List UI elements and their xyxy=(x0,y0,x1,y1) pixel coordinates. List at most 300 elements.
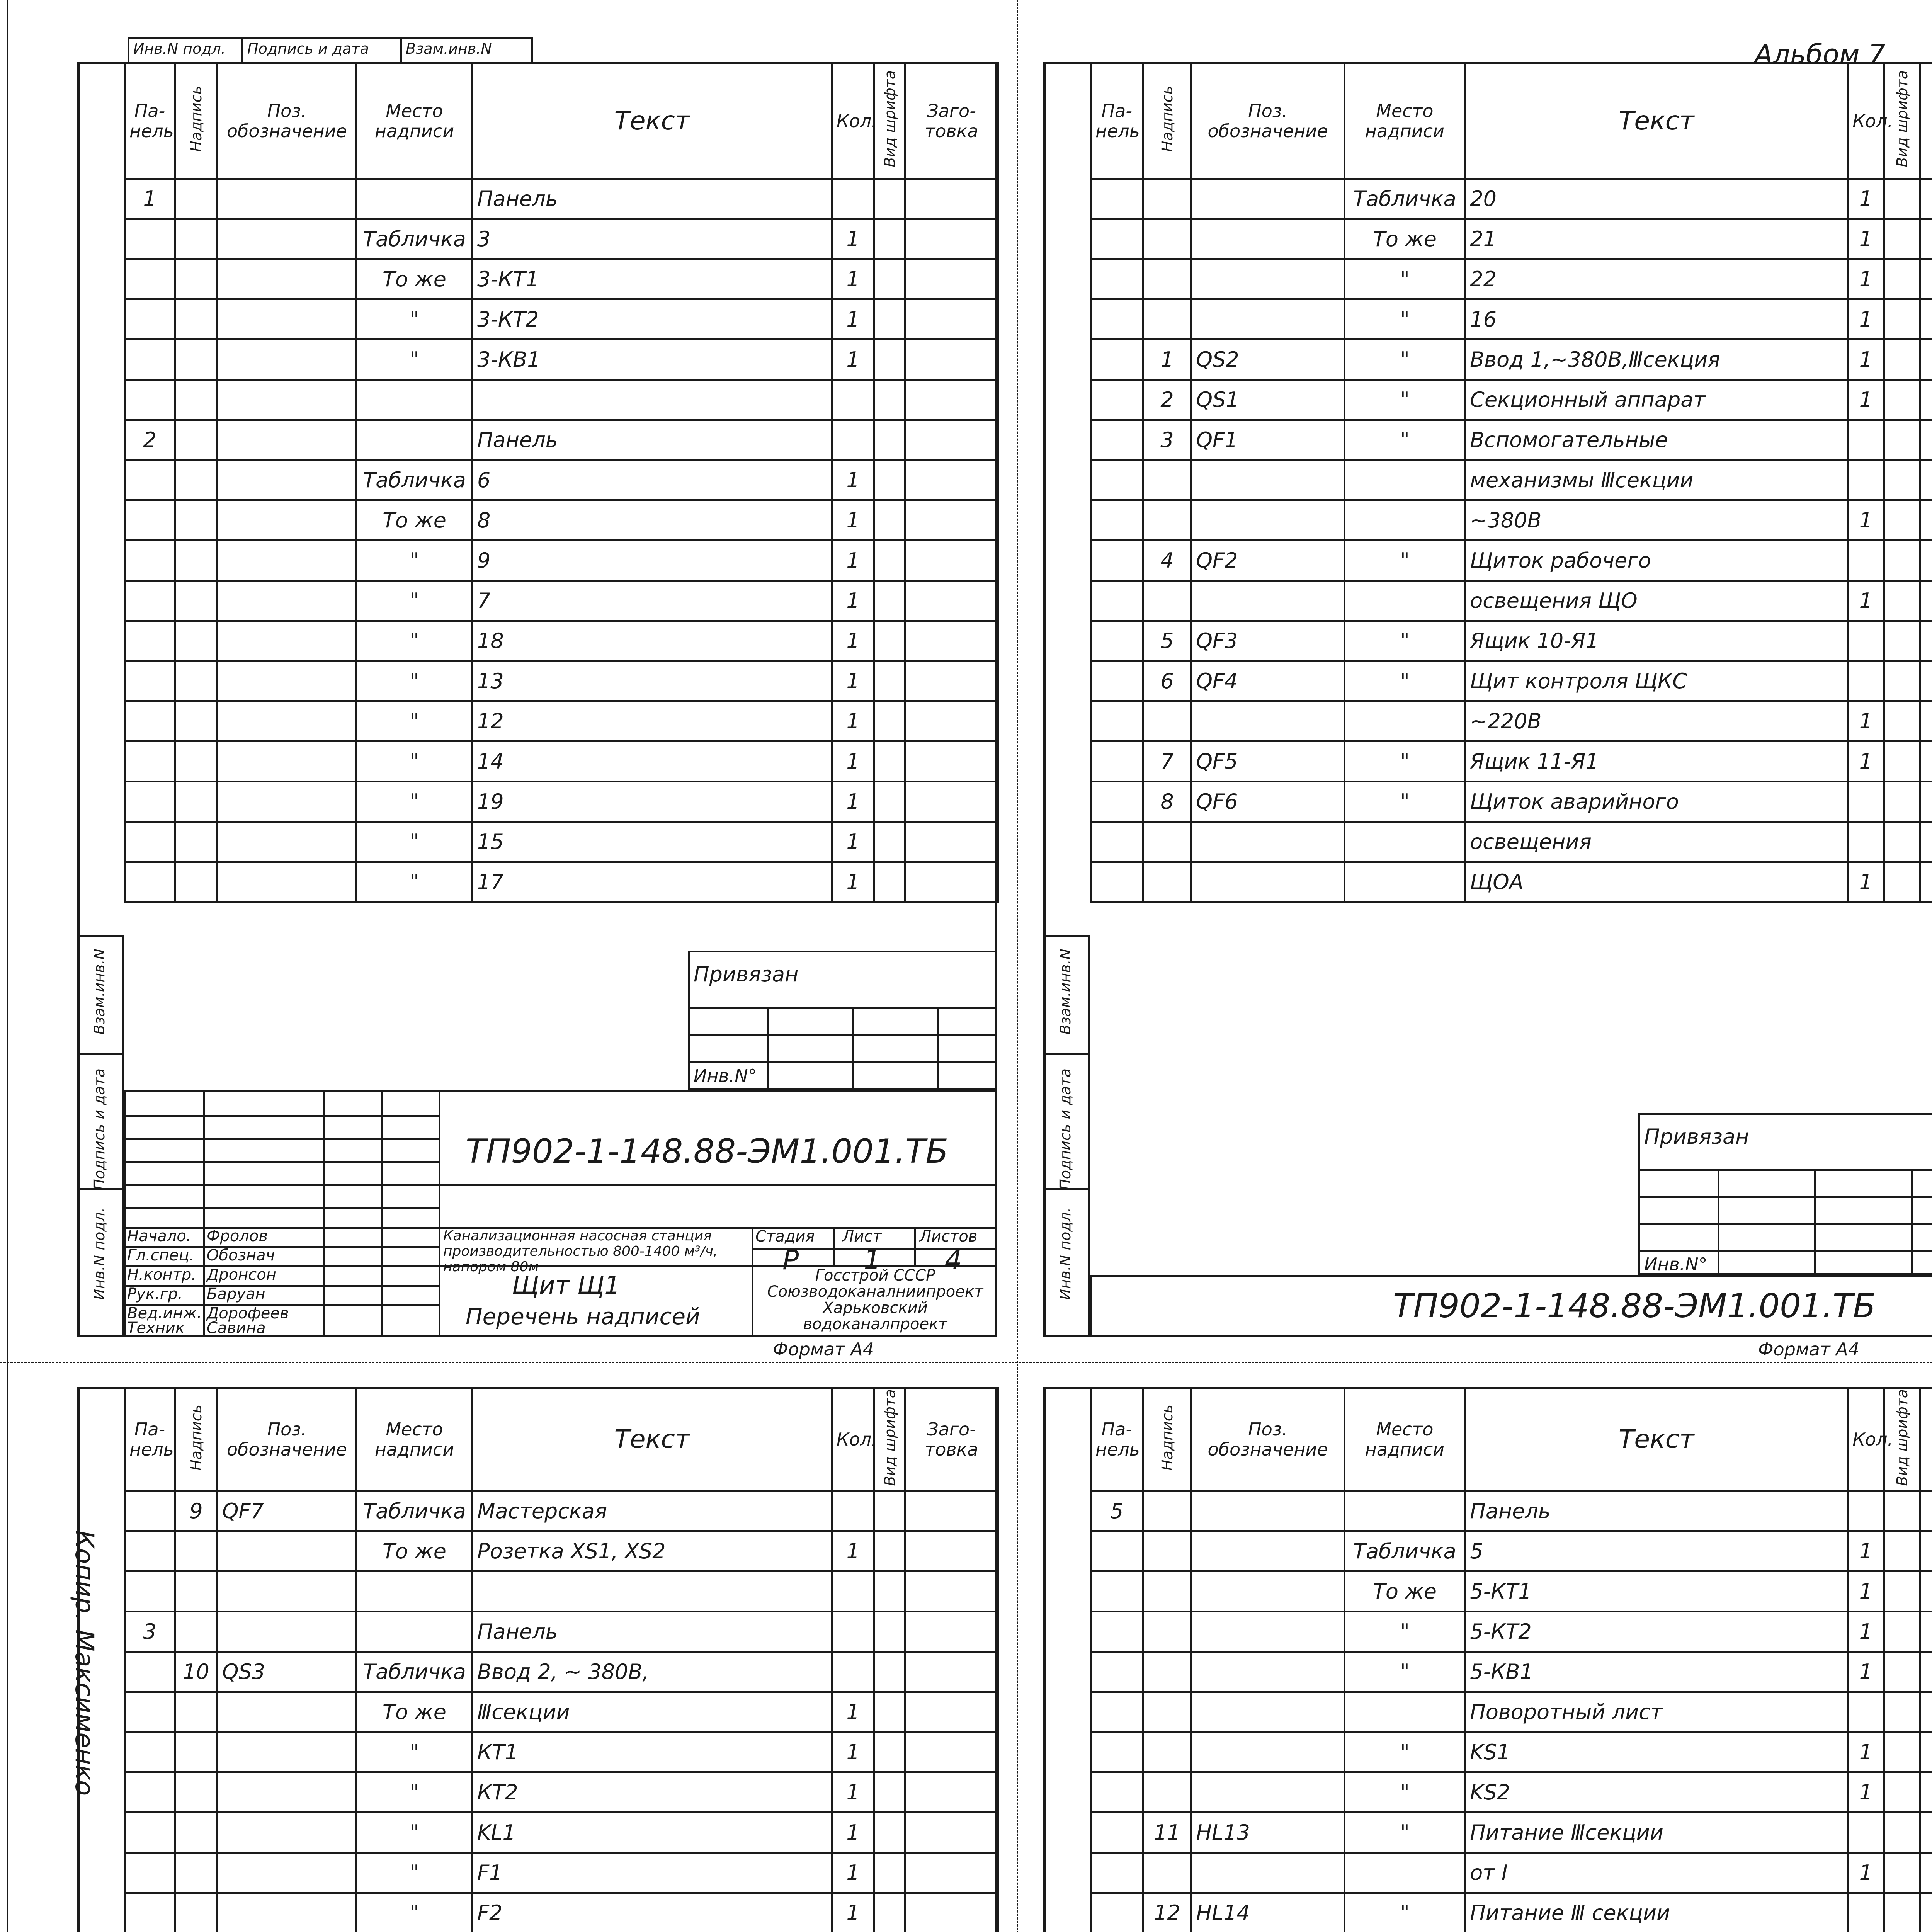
cell-pos: QS1 xyxy=(1191,380,1344,420)
cell-qty xyxy=(832,1611,874,1651)
signer-4-role: Рук.гр. xyxy=(127,1285,183,1303)
cell-text: Секционный аппарат xyxy=(1465,380,1848,420)
cell-place xyxy=(357,380,473,420)
cell-text: Ввод 1,~380В,Ⅲсекция xyxy=(1465,340,1848,380)
cell-num xyxy=(1143,460,1191,500)
cell-place xyxy=(357,420,473,460)
cell-num: 12 xyxy=(1143,1893,1191,1932)
cell-text: 16 xyxy=(1465,299,1848,340)
cell-place: " xyxy=(1344,380,1465,420)
cell-empty xyxy=(874,701,905,742)
cell-text: 21 xyxy=(1465,219,1848,259)
cell-empty xyxy=(905,1651,998,1692)
cell-pos xyxy=(218,500,357,541)
sheet-1-side-label-2: Подпись и дата xyxy=(91,1068,108,1190)
table-row xyxy=(125,380,998,420)
cell-text: Щиток аварийного xyxy=(1465,782,1848,822)
cell-panel xyxy=(125,219,175,259)
cell-pos xyxy=(218,742,357,782)
sheet-1-project-name: Канализационная насосная станция производительностью 800-1400 м³/ч, напором 80м xyxy=(443,1228,718,1275)
cell-qty: 1 xyxy=(832,1732,874,1772)
cell-empty xyxy=(905,822,998,862)
cell-empty xyxy=(1884,500,1920,541)
cell-text: Мастерская xyxy=(473,1491,832,1531)
cell-empty xyxy=(1920,621,1932,661)
cell-pos xyxy=(1191,219,1344,259)
cell-qty: 1 xyxy=(832,219,874,259)
col-panel: Па-нель xyxy=(125,1388,175,1491)
cell-place xyxy=(357,1571,473,1611)
cell-pos: QF7 xyxy=(218,1491,357,1531)
cell-pos xyxy=(218,460,357,500)
table-row xyxy=(1091,621,1932,661)
col-qty: Кол. xyxy=(832,63,874,179)
cell-pos xyxy=(218,1531,357,1571)
cell-panel xyxy=(125,782,175,822)
cell-place: Табличка xyxy=(1344,1531,1465,1571)
cell-panel xyxy=(1091,1531,1143,1571)
sheet-3-spec-table xyxy=(124,1387,999,1932)
cell-place xyxy=(1344,460,1465,500)
cell-pos: QF1 xyxy=(1191,420,1344,460)
cell-qty: 1 xyxy=(832,1692,874,1732)
cell-num: 8 xyxy=(1143,782,1191,822)
cell-empty xyxy=(905,1531,998,1571)
cell-num xyxy=(175,661,218,701)
cell-panel xyxy=(125,340,175,380)
cell-text: 3-КТ2 xyxy=(473,299,832,340)
cell-pos xyxy=(1191,862,1344,902)
cell-num xyxy=(175,742,218,782)
fold-line-vertical xyxy=(1017,0,1018,1932)
cell-num xyxy=(175,1812,218,1852)
cell-empty xyxy=(905,701,998,742)
cell-pos xyxy=(1191,1692,1344,1732)
cell-empty xyxy=(1884,420,1920,460)
cell-place: " xyxy=(1344,1772,1465,1812)
cell-panel xyxy=(125,701,175,742)
cell-qty: 1 xyxy=(1848,299,1884,340)
cell-num: 5 xyxy=(1143,621,1191,661)
cell-empty xyxy=(1920,1571,1932,1611)
cell-text: 14 xyxy=(473,742,832,782)
signer-6-role: Техник xyxy=(127,1319,185,1337)
cell-place: " xyxy=(357,1732,473,1772)
sheet-1-spec-table xyxy=(124,62,999,903)
cell-pos xyxy=(1191,259,1344,299)
cell-empty xyxy=(1884,1491,1920,1531)
cell-place: " xyxy=(357,701,473,742)
cell-num: 7 xyxy=(1143,742,1191,782)
cell-empty xyxy=(1920,541,1932,581)
cell-qty xyxy=(832,420,874,460)
cell-qty xyxy=(1848,541,1884,581)
cell-num xyxy=(1143,1571,1191,1611)
cell-qty xyxy=(832,1571,874,1611)
cell-qty: 1 xyxy=(832,742,874,782)
cell-place: " xyxy=(357,541,473,581)
cell-panel xyxy=(1091,862,1143,902)
cell-pos xyxy=(1191,1611,1344,1651)
cell-panel xyxy=(125,460,175,500)
cell-panel xyxy=(1091,1772,1143,1812)
cell-empty xyxy=(1920,460,1932,500)
cell-empty xyxy=(905,380,998,420)
cell-text: механизмы Ⅲсекции xyxy=(1465,460,1848,500)
col-label: Надпись xyxy=(187,86,205,152)
col-pos: Поз. обозначение xyxy=(1191,1388,1344,1491)
cell-num xyxy=(1143,1852,1191,1893)
cell-num xyxy=(175,782,218,822)
cell-empty xyxy=(874,1772,905,1812)
cell-empty xyxy=(1920,1531,1932,1571)
cell-num xyxy=(175,1611,218,1651)
cell-empty xyxy=(905,581,998,621)
cell-text xyxy=(473,1571,832,1611)
cell-text: 20 xyxy=(1465,179,1848,219)
cell-empty xyxy=(874,862,905,902)
cell-pos xyxy=(218,420,357,460)
signer-5-role: Вед.инж. xyxy=(127,1304,202,1322)
cell-empty xyxy=(905,1772,998,1812)
cell-empty xyxy=(905,541,998,581)
sheet-1-side-label-1: Инв.N подл. xyxy=(91,1208,108,1300)
cell-pos: QF4 xyxy=(1191,661,1344,701)
cell-place: " xyxy=(1344,340,1465,380)
cell-empty xyxy=(1884,380,1920,420)
cell-pos xyxy=(218,541,357,581)
table-row xyxy=(1091,862,1932,902)
table-row xyxy=(125,1772,998,1812)
cell-qty: 1 xyxy=(832,1772,874,1812)
table-row xyxy=(1091,661,1932,701)
cell-text: Поворотный лист xyxy=(1465,1692,1848,1732)
col-place: Место надписи xyxy=(357,1388,473,1491)
table-row xyxy=(125,621,998,661)
stage-label: Стадия xyxy=(755,1228,815,1245)
cell-empty xyxy=(1920,1732,1932,1772)
cell-qty: 1 xyxy=(832,259,874,299)
col-font: Вид шрифта xyxy=(881,1389,898,1486)
sheet-4-spec-table xyxy=(1090,1387,1932,1932)
cell-empty xyxy=(1920,420,1932,460)
table-row xyxy=(125,179,998,219)
cell-qty xyxy=(832,1491,874,1531)
top-header-cell-2: Подпись и дата xyxy=(247,40,369,57)
cell-empty xyxy=(874,621,905,661)
cell-empty xyxy=(905,299,998,340)
cell-empty xyxy=(905,862,998,902)
cell-text: Ящик 11-Я1 xyxy=(1465,742,1848,782)
cell-num xyxy=(1143,1692,1191,1732)
cell-num xyxy=(1143,299,1191,340)
cell-qty: 1 xyxy=(832,782,874,822)
cell-empty xyxy=(1920,1772,1932,1812)
cell-empty xyxy=(874,782,905,822)
cell-pos xyxy=(1191,701,1344,742)
signer-2-name: Обознач xyxy=(207,1247,275,1264)
cell-num: 4 xyxy=(1143,541,1191,581)
cell-panel xyxy=(125,1491,175,1531)
cell-qty xyxy=(1848,1812,1884,1852)
cell-empty xyxy=(905,340,998,380)
cell-num xyxy=(175,380,218,420)
cell-empty xyxy=(1920,701,1932,742)
cell-num xyxy=(175,1772,218,1812)
table-row xyxy=(125,500,998,541)
cell-num xyxy=(175,420,218,460)
cell-panel xyxy=(1091,661,1143,701)
table-row xyxy=(125,420,998,460)
cell-empty xyxy=(874,259,905,299)
cell-pos xyxy=(218,822,357,862)
cell-num xyxy=(175,179,218,219)
cell-text: Панель xyxy=(1465,1491,1848,1531)
cell-empty xyxy=(874,1692,905,1732)
cell-text: Питание Ⅲ секции xyxy=(1465,1893,1848,1932)
cell-place: " xyxy=(357,1772,473,1812)
cell-num xyxy=(175,822,218,862)
cell-qty: 1 xyxy=(832,1893,874,1932)
cell-empty xyxy=(905,420,998,460)
cell-empty xyxy=(905,1611,998,1651)
cell-num: 2 xyxy=(1143,380,1191,420)
cell-empty xyxy=(1920,581,1932,621)
cell-empty xyxy=(874,380,905,420)
sheet-2-format: Формат А4 xyxy=(1758,1339,1859,1360)
cell-place xyxy=(1344,701,1465,742)
sheet-1-subtitle: Перечень надписей xyxy=(466,1303,700,1330)
sheets-total-value: 4 xyxy=(945,1244,962,1276)
table-row xyxy=(1091,460,1932,500)
cell-text: Панель xyxy=(473,179,832,219)
cell-place xyxy=(1344,581,1465,621)
cell-pos xyxy=(218,661,357,701)
cell-pos xyxy=(1191,822,1344,862)
cell-text: 8 xyxy=(473,500,832,541)
sheet-1-title: Щит Щ1 xyxy=(512,1271,620,1300)
cell-place: " xyxy=(357,1812,473,1852)
cell-panel xyxy=(125,500,175,541)
table-row xyxy=(1091,1893,1932,1932)
signer-3-name: Дронсон xyxy=(207,1266,276,1284)
cell-text: Вспомогательные xyxy=(1465,420,1848,460)
cell-num: 9 xyxy=(175,1491,218,1531)
cell-qty: 1 xyxy=(1848,259,1884,299)
cell-empty xyxy=(1884,179,1920,219)
cell-empty xyxy=(1920,340,1932,380)
cell-text: 17 xyxy=(473,862,832,902)
cell-empty xyxy=(874,1651,905,1692)
cell-empty xyxy=(1920,661,1932,701)
sheet-1-privyazan: Привязан xyxy=(694,962,799,986)
cell-qty: 1 xyxy=(1848,179,1884,219)
sheet-2-privyazan: Привязан xyxy=(1644,1124,1749,1149)
cell-num xyxy=(175,299,218,340)
cell-empty xyxy=(1884,701,1920,742)
table-row xyxy=(1091,179,1932,219)
cell-empty xyxy=(905,1732,998,1772)
cell-empty xyxy=(1920,1893,1932,1932)
cell-qty: 1 xyxy=(1848,1611,1884,1651)
cell-panel xyxy=(1091,460,1143,500)
cell-empty xyxy=(1920,500,1932,541)
cell-panel: 3 xyxy=(125,1611,175,1651)
table-row xyxy=(125,1732,998,1772)
cell-panel xyxy=(125,1893,175,1932)
col-place: Место надписи xyxy=(357,63,473,179)
cell-pos xyxy=(218,259,357,299)
cell-qty: 1 xyxy=(832,581,874,621)
cell-pos xyxy=(218,179,357,219)
cell-pos xyxy=(1191,1491,1344,1531)
cell-panel xyxy=(1091,259,1143,299)
cell-num xyxy=(1143,701,1191,742)
table-row xyxy=(1091,541,1932,581)
cell-pos xyxy=(218,380,357,420)
sheet-2-side-label-2: Подпись и дата xyxy=(1057,1068,1074,1190)
cell-place: Табличка xyxy=(1344,179,1465,219)
cell-empty xyxy=(1884,742,1920,782)
table-row xyxy=(125,340,998,380)
table-row xyxy=(125,1852,998,1893)
cell-text: Ящик 10-Я1 xyxy=(1465,621,1848,661)
cell-empty xyxy=(1920,299,1932,340)
cell-qty: 1 xyxy=(832,541,874,581)
table-row xyxy=(125,822,998,862)
cell-pos: QF2 xyxy=(1191,541,1344,581)
cell-pos xyxy=(218,219,357,259)
cell-text: 13 xyxy=(473,661,832,701)
col-font: Вид шрифта xyxy=(1893,70,1911,167)
cell-text: KS1 xyxy=(1465,1732,1848,1772)
cell-num xyxy=(175,460,218,500)
cell-place: " xyxy=(1344,1611,1465,1651)
cell-qty: 1 xyxy=(1848,862,1884,902)
cell-place: " xyxy=(1344,661,1465,701)
cell-qty xyxy=(1848,661,1884,701)
cell-panel xyxy=(1091,1732,1143,1772)
cell-num xyxy=(1143,219,1191,259)
table-row xyxy=(125,1692,998,1732)
table-row xyxy=(1091,1732,1932,1772)
sheet-1-side-label-3: Взам.инв.N xyxy=(91,949,108,1035)
cell-empty xyxy=(1884,1531,1920,1571)
cell-num xyxy=(1143,1651,1191,1692)
cell-empty xyxy=(1884,822,1920,862)
cell-pos xyxy=(1191,179,1344,219)
cell-place: " xyxy=(1344,299,1465,340)
cell-qty: 1 xyxy=(1848,1571,1884,1611)
cell-empty xyxy=(905,1491,998,1531)
cell-place: " xyxy=(1344,259,1465,299)
cell-place: То же xyxy=(357,259,473,299)
cell-qty xyxy=(1848,420,1884,460)
cell-empty xyxy=(1884,1812,1920,1852)
cell-empty xyxy=(1884,1692,1920,1732)
cell-empty xyxy=(1884,259,1920,299)
cell-panel xyxy=(125,862,175,902)
sheet-value: 1 xyxy=(864,1244,881,1276)
table-row xyxy=(1091,1772,1932,1812)
cell-empty xyxy=(874,541,905,581)
table-row xyxy=(1091,500,1932,541)
cell-pos xyxy=(1191,460,1344,500)
cell-qty: 1 xyxy=(832,822,874,862)
cell-pos xyxy=(1191,581,1344,621)
cell-text: 12 xyxy=(473,701,832,742)
cell-place: " xyxy=(357,340,473,380)
cell-empty xyxy=(1884,299,1920,340)
cell-empty xyxy=(905,621,998,661)
cell-empty xyxy=(905,500,998,541)
cell-panel xyxy=(125,1531,175,1571)
cell-num: 1 xyxy=(1143,340,1191,380)
table-row xyxy=(125,1491,998,1531)
table-row xyxy=(1091,701,1932,742)
cell-num xyxy=(1143,1491,1191,1531)
col-blank: Заго-товка xyxy=(905,63,998,179)
margin-line-left xyxy=(7,0,8,1932)
cell-place: " xyxy=(357,782,473,822)
cell-qty: 1 xyxy=(1848,500,1884,541)
signer-2-role: Гл.спец. xyxy=(127,1247,194,1264)
table-row xyxy=(125,259,998,299)
top-header-cell-1: Инв.N подл. xyxy=(133,40,226,57)
cell-panel xyxy=(1091,420,1143,460)
cell-empty xyxy=(1884,541,1920,581)
album-label: Альбом 7 xyxy=(1754,39,1886,70)
cell-num: 10 xyxy=(175,1651,218,1692)
table-row xyxy=(1091,1692,1932,1732)
col-place: Место надписи xyxy=(1344,63,1465,179)
cell-empty xyxy=(1920,1692,1932,1732)
cell-empty xyxy=(1884,621,1920,661)
cell-panel xyxy=(1091,701,1143,742)
cell-place xyxy=(1344,1491,1465,1531)
cell-empty xyxy=(1884,782,1920,822)
table-row xyxy=(125,1571,998,1611)
cell-qty: 1 xyxy=(1848,219,1884,259)
stage-value: Р xyxy=(782,1244,799,1276)
table-row xyxy=(125,1611,998,1651)
cell-text: 7 xyxy=(473,581,832,621)
cell-panel xyxy=(1091,1812,1143,1852)
cell-empty xyxy=(874,1893,905,1932)
margin-note-copied: Копир. Максименко xyxy=(70,1530,99,1796)
cell-num xyxy=(1143,822,1191,862)
cell-empty xyxy=(905,742,998,782)
cell-place xyxy=(1344,862,1465,902)
cell-empty xyxy=(1884,1772,1920,1812)
cell-empty xyxy=(874,1491,905,1531)
table-row xyxy=(1091,219,1932,259)
col-label: Надпись xyxy=(1158,1404,1176,1471)
sheet-1-format: Формат А4 xyxy=(773,1339,874,1360)
cell-text: 3-КВ1 xyxy=(473,340,832,380)
cell-text: Питание Ⅲсекции xyxy=(1465,1812,1848,1852)
col-panel: Па-нель xyxy=(125,63,175,179)
cell-qty xyxy=(1848,822,1884,862)
cell-place xyxy=(1344,500,1465,541)
cell-empty xyxy=(1884,1893,1920,1932)
cell-text: ЩОА xyxy=(1465,862,1848,902)
cell-pos xyxy=(1191,1732,1344,1772)
cell-panel xyxy=(125,822,175,862)
cell-pos xyxy=(218,782,357,822)
cell-text: Ввод 2, ~ 380В, xyxy=(473,1651,832,1692)
col-text: Текст xyxy=(473,1388,832,1491)
